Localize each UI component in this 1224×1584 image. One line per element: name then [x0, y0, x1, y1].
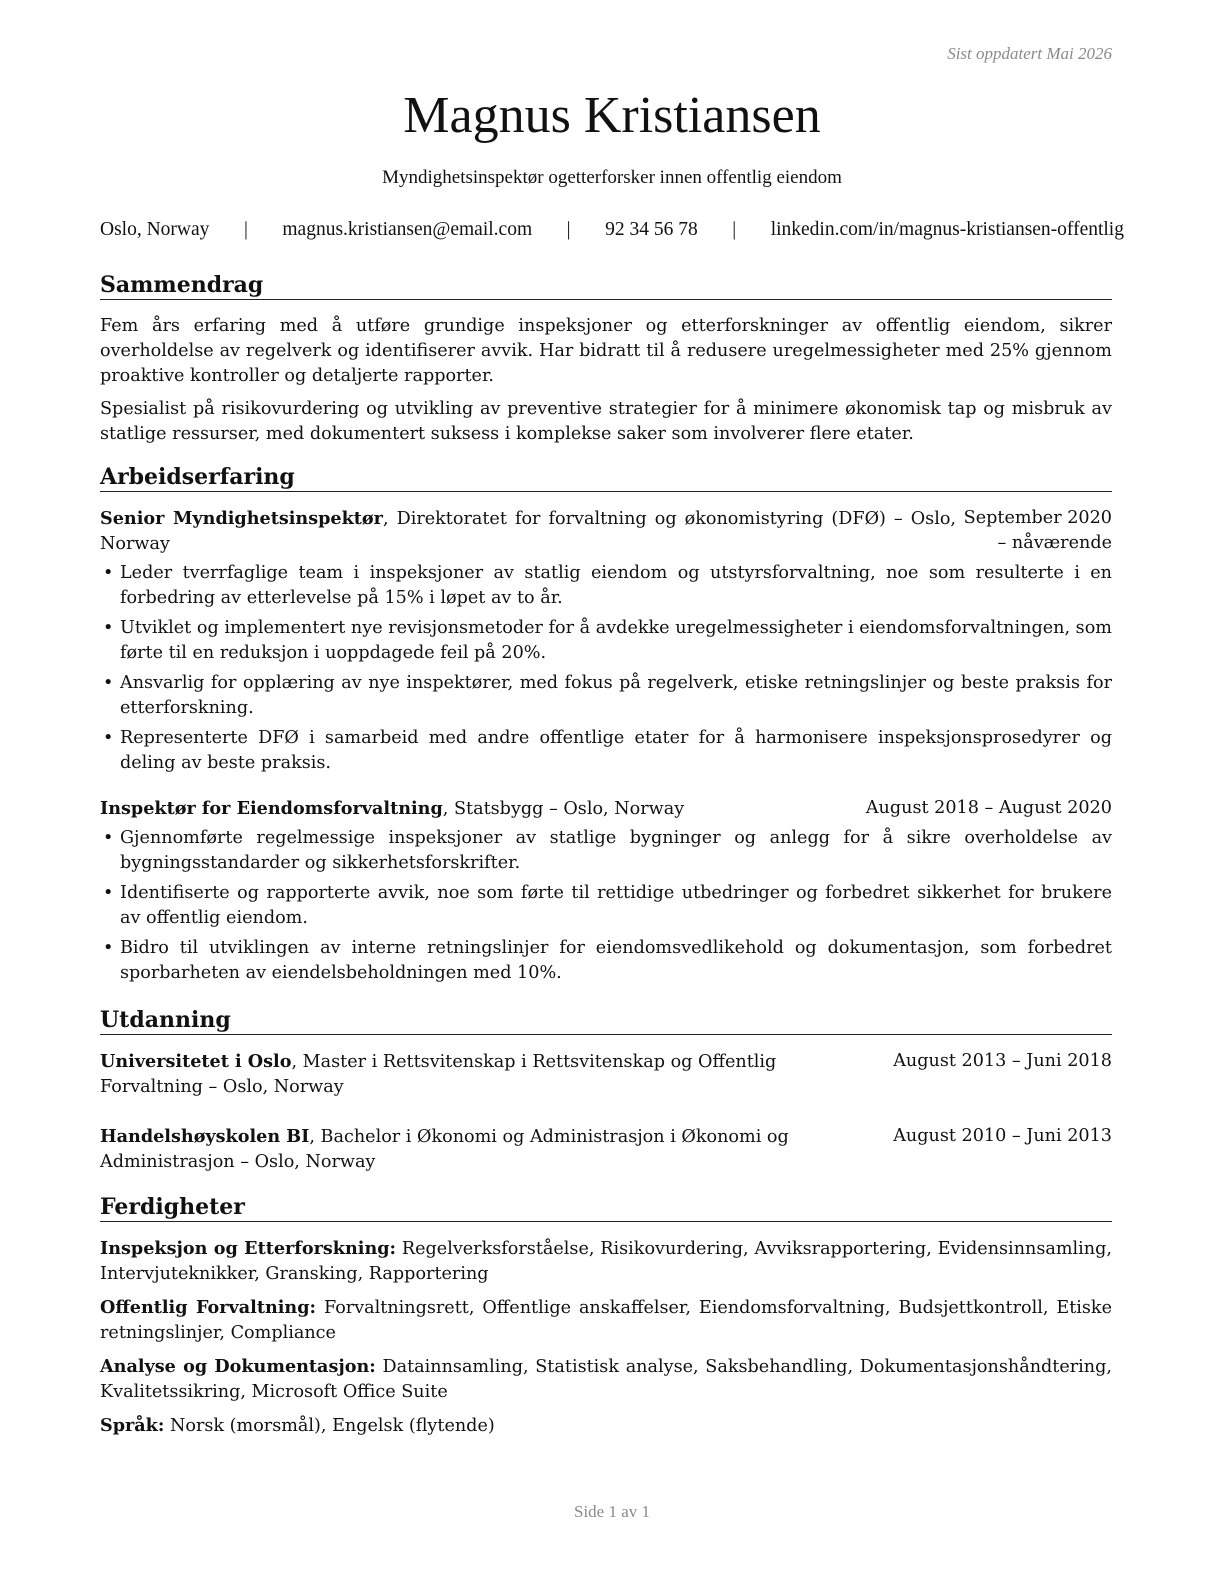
education-school: Handelshøyskolen BI [100, 1126, 310, 1147]
contact-email[interactable]: magnus.kristiansen@email.com [282, 219, 533, 240]
education-program: , Master i Rettsvitenskap i Rettsvitenskap og Offentlig Forvaltning – Oslo, Norway [100, 1052, 777, 1097]
contact-line [100, 219, 1124, 241]
bullet-icon: • [103, 883, 114, 903]
education-entry [100, 1124, 1112, 1175]
bullet-icon: • [103, 938, 114, 958]
contact-linkedin[interactable]: linkedin.com/in/magnus-kristiansen-offentlig [770, 219, 1124, 240]
job-title-line [100, 796, 846, 822]
job-header [100, 506, 1112, 557]
job-org: , Direktoratet for forvaltning og økonomistyring (DFØ) – Oslo, Norway [100, 509, 957, 554]
contact-phone: 92 34 56 78 [605, 219, 698, 240]
page-number: Side 1 av 1 [573, 1502, 651, 1521]
bullet-icon: • [103, 728, 114, 748]
contact-separator: | [243, 219, 248, 240]
bullet-text: Utviklet og implementert nye revisjonsmetoder for å avdekke uregelmessigheter i eiendomsforvaltningen, som førte til en reduksjon i uoppdagede feil på 20%. [120, 618, 1112, 663]
job-org: , Statsbygg – Oslo, Norway [442, 799, 685, 819]
contact-location: Oslo, Norway [100, 219, 210, 240]
last-updated: Sist oppdatert Mai 2026 [947, 44, 1112, 63]
list-item [100, 561, 1112, 611]
skill-row [100, 1236, 1112, 1287]
skill-label: Inspeksjon og Etterforskning: [100, 1238, 397, 1259]
job-header [100, 796, 1112, 822]
bullet-icon: • [103, 828, 114, 848]
resume-content [100, 271, 1112, 1447]
list-item [100, 726, 1112, 776]
bullet-text: Identifiserte og rapporterte avvik, noe som førte til rettidige utbedringer og forbedret sikkerhet for brukere av offentlig eiendom. [120, 883, 1112, 928]
education-entry [100, 1049, 1112, 1100]
list-item [100, 881, 1112, 931]
job-entry [100, 796, 1112, 986]
education-program: , Bachelor i Økonomi og Administrasjon i Økonomi og Administrasjon – Oslo, Norway [100, 1127, 789, 1172]
job-bullets [100, 561, 1112, 776]
bullet-icon: • [103, 673, 114, 693]
section-title-skills: Ferdigheter [100, 1193, 1112, 1222]
bullet-text: Gjennomførte regelmessige inspeksjoner av statlige bygninger og anlegg for å sikre overholdelse av bygningsstandarder og sikkerhetsforskrifter. [120, 828, 1112, 873]
skill-text: Regelverksforståelse, Risikovurdering, Avviksrapportering, Evidensinnsamling, Intervjuteknikker, Gransking, Rapportering [100, 1239, 1112, 1284]
section-title-summary: Sammendrag [100, 271, 1112, 300]
education-detail [100, 1049, 873, 1100]
education-school: Universitetet i Oslo [100, 1051, 292, 1072]
bullet-icon: • [103, 563, 114, 583]
skill-text: Datainnsamling, Statistisk analyse, Saksbehandling, Dokumentasjonshåndtering, Kvalitetssikring, Microsoft Office Suite [100, 1357, 1112, 1402]
contact-separator: | [732, 219, 737, 240]
summary-paragraph: Fem års erfaring med å utføre grundige inspeksjoner og etterforskninger av offentlig eiendom, sikrer overholdelse av regelverk og identifiserer avvik. Har bidratt til å redusere uregelmessigheter med 25% gjennom proaktive kontroller og detaljerte rapporter. [100, 316, 1112, 386]
skill-text: Norsk (morsmål), Engelsk (flytende) [164, 1416, 495, 1436]
list-item [100, 671, 1112, 721]
summary-paragraph: Spesialist på risikovurdering og utvikling av preventive strategier for å minimere økonomisk tap og misbruk av statlige ressurser, med dokumentert suksess i komplekse saker som involverer flere etater. [100, 399, 1112, 444]
list-item [100, 936, 1112, 986]
list-item [100, 826, 1112, 876]
list-item [100, 616, 1112, 666]
bullet-text: Representerte DFØ i samarbeid med andre offentlige etater for å harmonisere inspeksjonsprosedyrer og deling av beste praksis. [120, 728, 1112, 773]
job-entry [100, 506, 1112, 776]
skill-label: Analyse og Dokumentasjon: [100, 1356, 376, 1377]
skill-label: Språk: [100, 1415, 165, 1436]
headline: Myndighetsinspektør ogetterforsker innen offentlig eiendom [382, 167, 842, 188]
bullet-text: Bidro til utviklingen av interne retningslinjer for eiendomsvedlikehold og dokumentasjon, som forbedret sporbarheten av eiendelsbeholdningen med 10%. [120, 938, 1112, 983]
bullet-text: Leder tverrfaglige team i inspeksjoner av statlig eiendom og utstyrsforvaltning, noe som resulterte i en forbedring av etterlevelse på 15% i løpet av to år. [120, 563, 1112, 608]
education-detail [100, 1124, 873, 1175]
job-role: Senior Myndighetsinspektør [100, 508, 383, 529]
skill-row [100, 1413, 1112, 1439]
candidate-name: Magnus Kristiansen [403, 87, 821, 144]
job-dates: August 2018 – August 2020 [865, 798, 1112, 818]
skill-text: Forvaltningsrett, Offentlige anskaffelser, Eiendomsforvaltning, Budsjettkontroll, Etiske retningslinjer, Compliance [100, 1298, 1113, 1343]
section-title-education: Utdanning [100, 1006, 1112, 1035]
job-role: Inspektør for Eiendomsforvaltning [100, 798, 443, 819]
skill-label: Offentlig Forvaltning: [100, 1297, 317, 1318]
job-bullets [100, 826, 1112, 986]
education-dates: August 2010 – Juni 2013 [893, 1126, 1112, 1146]
skill-row [100, 1354, 1112, 1405]
contact-separator: | [566, 219, 571, 240]
bullet-text: Ansvarlig for opplæring av nye inspektører, med fokus på regelverk, etiske retningslinjer og beste praksis for etterforskning. [120, 673, 1112, 718]
bullet-icon: • [103, 618, 114, 638]
job-dates: September 2020 – nåværende [963, 508, 1112, 553]
job-title-line [100, 506, 956, 557]
education-dates: August 2013 – Juni 2018 [893, 1051, 1112, 1071]
skill-row [100, 1295, 1112, 1346]
section-title-experience: Arbeidserfaring [100, 463, 1112, 492]
